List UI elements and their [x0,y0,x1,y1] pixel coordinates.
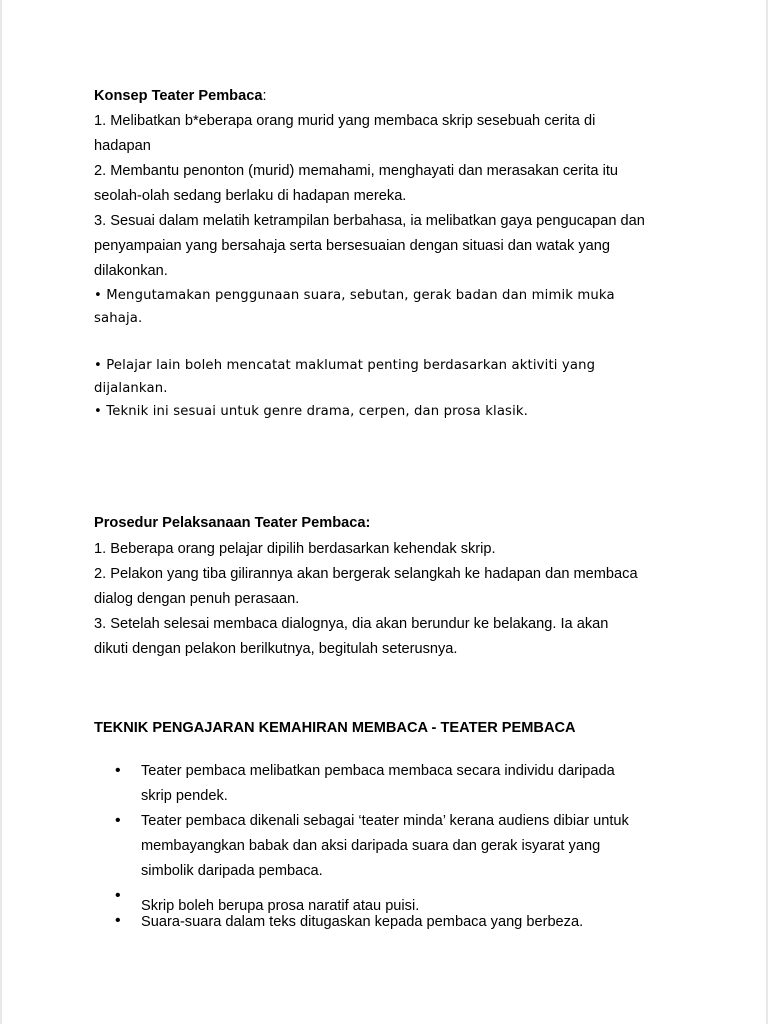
bullet-icon: • [115,812,121,829]
teknik-line-2: skrip pendek. [141,788,228,804]
konsep-heading [94,87,267,105]
konsep-line-1: 1. Melibatkan b*eberapa orang murid yang membaca skrip sesebuah cerita di [94,113,596,129]
konsep-extra-line-5: • Teknik ini sesuai untuk genre drama, cerpen, dan prosa klasik. [94,404,529,419]
konsep-line-6: penyampaian yang bersahaja serta bersesuaian dengan situasi dan watak yang [94,238,610,254]
bullet-icon: • [115,912,121,929]
prosedur-line-1: 1. Beberapa orang pelajar dipilih berdasarkan kehendak skrip. [94,541,496,557]
konsep-extra-line-2: sahaja. [94,311,143,326]
teknik-line-7: Suara-suara dalam teks ditugaskan kepada pembaca yang berbeza. [141,914,584,930]
konsep-extra-line-3: • Pelajar lain boleh mencatat maklumat penting berdasarkan aktiviti yang [94,358,596,373]
prosedur-line-5: dikuti dengan pelakon berilkutnya, begitulah seterusnya. [94,641,458,657]
prosedur-title: Prosedur Pelaksanaan Teater Pembaca: [94,515,371,531]
teknik-line-5: simbolik daripada pembaca. [141,863,323,879]
konsep-line-3: 2. Membantu penonton (murid) memahami, menghayati dan merasakan cerita itu [94,163,619,179]
konsep-title: Konsep Teater Pembaca [94,88,263,104]
konsep-title-colon: : [262,88,267,104]
konsep-extra-line-1: • Mengutamakan penggunaan suara, sebutan, gerak badan dan mimik muka [94,288,615,303]
prosedur-line-4: 3. Setelah selesai membaca dialognya, dia akan berundur ke belakang. Ia akan [94,616,609,632]
teknik-line-3: Teater pembaca dikenali sebagai ‘teater minda’ kerana audiens dibiar untuk [141,813,629,829]
konsep-line-4: seolah-olah sedang berlaku di hadapan mereka. [94,188,407,204]
konsep-line-2: hadapan [94,138,151,154]
bullet-icon: • [115,887,121,904]
prosedur-line-2: 2. Pelakon yang tiba gilirannya akan bergerak selangkah ke hadapan dan membaca [94,566,638,582]
teknik-line-6: Skrip boleh berupa prosa naratif atau puisi. [141,898,420,914]
teknik-line-1: Teater pembaca melibatkan pembaca membaca secara individu daripada [141,763,615,779]
page-edge-left [0,0,2,1024]
bullet-icon: • [115,762,121,779]
prosedur-line-3: dialog dengan penuh perasaan. [94,591,300,607]
teknik-title: TEKNIK PENGAJARAN KEMAHIRAN MEMBACA - TEATER PEMBACA [94,720,576,736]
teknik-line-4: membayangkan babak dan aksi daripada suara dan gerak isyarat yang [141,838,601,854]
konsep-extra-line-4: dijalankan. [94,381,168,396]
konsep-line-5: 3. Sesuai dalam melatih ketrampilan berbahasa, ia melibatkan gaya pengucapan dan [94,213,645,229]
konsep-line-7: dilakonkan. [94,263,168,279]
